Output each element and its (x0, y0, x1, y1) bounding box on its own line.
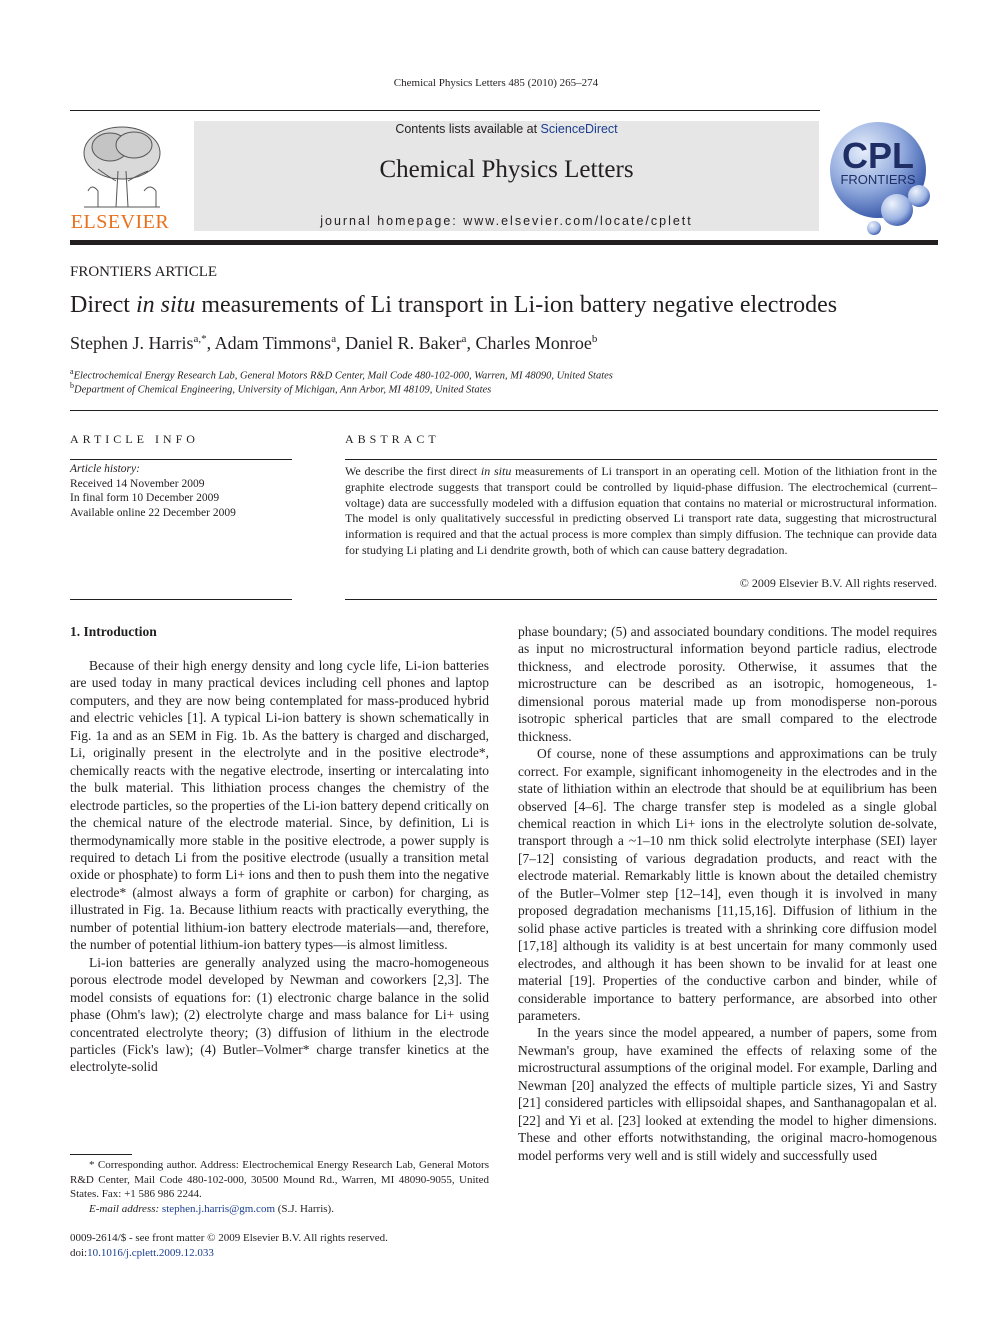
email-link[interactable]: stephen.j.harris@gm.com (161, 1202, 275, 1215)
author-sep: , (466, 333, 476, 353)
email-suffix: (S.J. Harris). (275, 1202, 334, 1215)
affiliation-mark: b (70, 381, 74, 390)
abstract-heading: ABSTRACT (345, 432, 440, 446)
email-label: E-mail address: (89, 1202, 162, 1215)
author-sep: , (206, 333, 215, 353)
header-thick-rule (70, 240, 938, 245)
affiliation-text: Electrochemical Energy Research Lab, General Motors R&D Center, Mail Code 480-102-000, Warren, MI 48090, United States (73, 370, 613, 382)
article-title (70, 292, 837, 319)
contents-line (194, 122, 819, 136)
cpl-logo-text: CPL (842, 135, 914, 176)
abstract-italic: in situ (480, 464, 512, 478)
author-affil-mark: a (331, 333, 337, 345)
bottom-info (70, 1231, 388, 1260)
sciencedirect-link[interactable]: ScienceDirect (540, 122, 618, 136)
body-column-right (518, 623, 937, 1164)
author-affil-mark: a,* (193, 333, 207, 345)
title-part-2: measurements of Li transport in Li-ion battery negative electrodes (195, 292, 838, 318)
corresponding-author-text: * Corresponding author. Address: Electrochemical Energy Research Lab, General Motors R&D Center, Mail Code 480-102-000, 30500 Mound Rd., Warren, MI 48090-9055, United States. Fax: +1 586 986 2244. (70, 1159, 489, 1200)
section-heading-introduction: 1. Introduction (70, 624, 157, 639)
received-date: Received 14 November 2009 (70, 477, 205, 490)
footnote-rule (70, 1154, 132, 1155)
intro-paragraph-3: phase boundary; (5) and associated boundary conditions. The model requires as input no microstructural information beyond particle radius, electrode thickness, and electrode porosity. Otherwise, it assumes that the microstructure can be described as an isotropic, homogeneous, 1-dimensional porous material made up from monodisperse non-porous isotropic spherical particles that are small compared to the electrode thickness. (518, 624, 937, 744)
elsevier-tree-logo (70, 121, 170, 213)
frontiers-logo-text: FRONTIERS (840, 172, 916, 187)
affiliation-rule (70, 410, 938, 411)
article-info-heading: ARTICLE INFO (70, 432, 199, 446)
title-part-1: Direct (70, 292, 136, 318)
body-column-left (70, 657, 489, 1076)
journal-name: Chemical Physics Letters (379, 156, 634, 183)
revised-date: In final form 10 December 2009 (70, 492, 220, 504)
cpl-frontiers-logo (824, 120, 936, 236)
issn-line: 0009-2614/$ - see front matter © 2009 Elsevier B.V. All rights reserved. (70, 1232, 388, 1244)
author-list (70, 333, 597, 354)
doi-link[interactable]: 10.1016/j.cplett.2009.12.033 (87, 1246, 214, 1259)
email-line (70, 1202, 489, 1217)
article-info-rule (70, 459, 292, 460)
intro-paragraph-4: Of course, none of these assumptions and approximations can be truly correct. For example, significant inhomogeneity in the electrodes and in the state of lithiation within an electrode that should be at equilibrium has been observed [4–6]. The charge transfer step is modeled as a single global chemical reaction in which Li+ ions in the electrolyte solution de-solvate, transport through a ~1–10 nm thick solid electrolyte interphase (SEI) layer [7–12] consisting of various degradation products, and react with the electrode material. Remarkably little is known about the detailed chemistry of the Butler–Volmer step [12–14], even though it is involved in many proposed degradation mechanisms [11,15,16]. Diffusion of lithium in the solid phase active particles is treated with a shrinking core diffusion model [17,18] although its validity is at best uncertain for many commonly used electrodes, and although it has been shown to be invalid for at least one material [19]. Properties of the conductive carbon and binder, while of considerable importance to battery performance, are absorbed into other parameters. (518, 746, 937, 1023)
article-type: FRONTIERS ARTICLE (70, 264, 218, 280)
abstract-text-pre: We describe the first direct (345, 464, 481, 478)
author-name[interactable]: Adam Timmons (214, 333, 332, 353)
abstract-text (345, 464, 937, 559)
affiliation-b (70, 381, 491, 396)
intro-paragraph-2: Li-ion batteries are generally analyzed using the macro-homogeneous porous electrode model developed by Newman and coworkers [2,3]. The model consists of equations for: (1) electronic charge balance in the solid phase (Ohm's law); (2) electrolyte charge and mass balance for Li+ using concentrated electrolyte theory; (3) diffusion of lithium in the electrode particles (Fick's law); (4) Butler–Volmer* charge transfer kinetics at the electrolyte-solid (70, 954, 489, 1075)
abstract-copyright: © 2009 Elsevier B.V. All rights reserved. (739, 576, 937, 590)
corresponding-author-footnote (70, 1158, 489, 1216)
author-affil-mark: a (461, 333, 467, 345)
doi-line (70, 1246, 388, 1261)
author-sep: , (336, 333, 346, 353)
abstract-text-post: measurements of Li transport in an operating cell. Motion of the lithiation front in the graphite electrode suggests that transport could be controlled by liquid-phase diffusion. The electrochemical (current–voltage) data are successfully modeled with a diffusion equation that contains no material or microstructural information. The model is only qualitatively successful in predicting observed Li transport rate data, suggesting that microstructural information is required and that the actual process is more complex than simply diffusion. The technique can provide data for studying Li plating and Li dendrite growth, both of which can cause battery degradation. (345, 464, 938, 557)
author-name[interactable]: Stephen J. Harris (70, 333, 194, 353)
affiliation-mark: a (70, 367, 74, 376)
contents-prefix: Contents lists available at (395, 122, 541, 136)
article-info-bottom-rule (70, 599, 292, 600)
journal-homepage[interactable]: journal homepage: www.elsevier.com/locate/cplett (320, 214, 693, 228)
history-label: Article history: (70, 463, 140, 475)
affiliation-a (70, 367, 613, 382)
header-rule (70, 110, 820, 111)
journal-citation: Chemical Physics Letters 485 (2010) 265–274 (393, 77, 599, 89)
online-date: Available online 22 December 2009 (70, 506, 236, 519)
doi-label: doi: (70, 1246, 88, 1259)
affiliation-text: Department of Chemical Engineering, University of Michigan, Ann Arbor, MI 48109, United States (74, 384, 492, 396)
intro-paragraph-1: Because of their high energy density and long cycle life, Li-ion batteries are used today in many practical devices including cell phones and laptop computers, and they are now being contemplated for mass-produced hybrid and electric vehicles [1]. A typical Li-ion battery is shown schematically in Fig. 1a and as an SEM in Fig. 1b. As the battery is charged and discharged, Li, originally present in the electrolyte and in the positive electrode*, chemically reacts with the negative electrode, inserting or intercalating into the bulk material. This lithiation process changes the chemistry of the electrode particles, so the properties of the Li-ion battery depend critically on the chemical nature of the electrode material. Since, by definition, Li is thermodynamically more stable in the positive electrode, a power supply is required to detach Li from the positive electrode (usually a transition metal oxide or phosphate) to form Li+ ions and then to push them into the negative electrode* (almost always a form of graphite or carbon) for charging, as illustrated in Fig. 1a. Because lithium reacts with practically everything, the number of potential lithium-ion battery electrode materials—and, therefore, the number of potential lithium-ion battery types—is almost limitless. (70, 658, 489, 953)
intro-paragraph-5: In the years since the model appeared, a number of papers, some from Newman's group, have examined the effects of relaxing some of the microstructural assumptions of the original model. For example, Darling and Newman [20] analyzed the effects of multiple particle sizes, Yi and Sastry [21] considered particles with ellipsoidal shapes, and Santhanagopalan et al. [22] and Yi et al. [23] looked at extending the model to higher dimensions. These and other efforts notwithstanding, the original macro-homogenous model performs very well and is still widely and successfully used (518, 1025, 937, 1163)
title-italic: in situ (135, 292, 196, 318)
abstract-bottom-rule (345, 599, 937, 600)
abstract-rule (345, 459, 937, 460)
author-affil-mark: b (591, 333, 598, 345)
author-name[interactable]: Daniel R. Baker (345, 333, 462, 353)
elsevier-wordmark: ELSEVIER (70, 211, 170, 233)
article-history (70, 462, 236, 520)
author-name[interactable]: Charles Monroe (475, 333, 592, 353)
